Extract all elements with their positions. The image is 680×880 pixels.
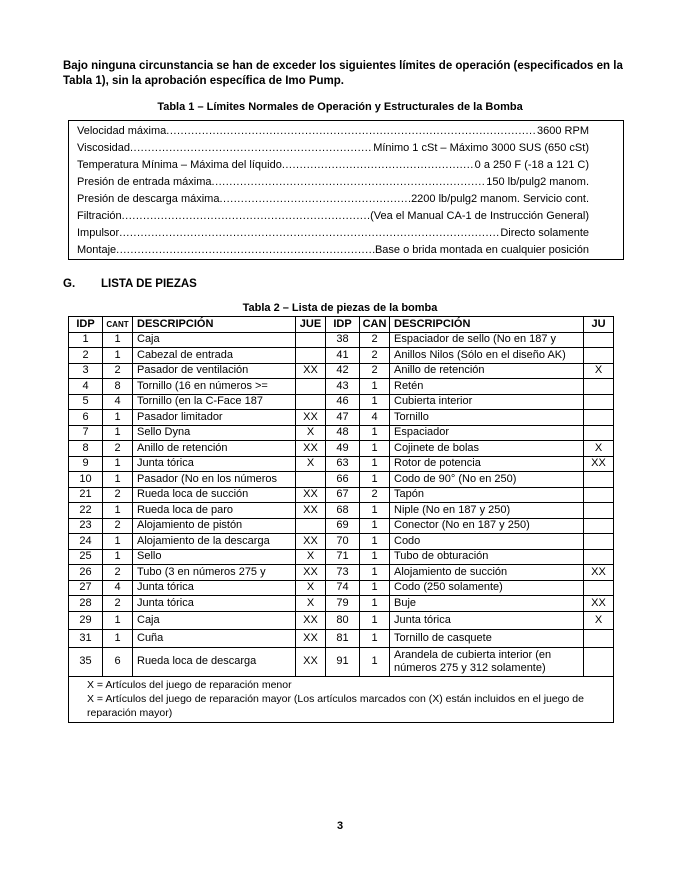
part-qty: 2 [103,565,133,581]
part-qty: 4 [103,580,133,596]
part-row [69,348,614,364]
part-row [69,518,614,534]
part-qty: 1 [360,629,390,647]
header-idp: IDP [69,317,103,333]
part-description: Retén [390,379,584,395]
part-qty: 1 [103,534,133,550]
part-kit [296,379,326,395]
part-description: Niple (No en 187 y 250) [390,503,584,519]
header-cant: CANT [103,317,133,333]
part-qty: 1 [360,534,390,550]
part-idp: 73 [326,565,360,581]
part-description: Rueda loca de descarga [133,647,296,676]
part-qty: 2 [360,348,390,364]
part-idp: 71 [326,549,360,565]
part-qty: 2 [103,596,133,612]
part-idp: 41 [326,348,360,364]
part-description: Caja [133,611,296,629]
part-kit [584,472,614,488]
part-description: Cubierta interior [390,394,584,410]
limit-row [77,241,589,259]
part-kit: XX [296,647,326,676]
part-qty: 6 [103,647,133,676]
part-description: Sello Dyna [133,425,296,441]
part-description: Junta tórica [133,580,296,596]
part-description: Pasador limitador [133,410,296,426]
part-kit: XX [296,565,326,581]
part-description: Caja [133,332,296,348]
part-description: Junta tórica [390,611,584,629]
part-idp: 46 [326,394,360,410]
part-description: Tornillo (en la C-Face 187 [133,394,296,410]
part-qty: 1 [360,596,390,612]
part-row [69,596,614,612]
part-description: Sello [133,549,296,565]
limit-value: Directo solamente [500,227,589,239]
part-description: Cuña [133,629,296,647]
part-description: Tornillo [390,410,584,426]
part-kit [584,549,614,565]
part-kit [584,487,614,503]
part-qty: 1 [360,503,390,519]
part-kit [584,348,614,364]
part-description: Tapón [390,487,584,503]
part-kit: X [296,456,326,472]
part-idp: 67 [326,487,360,503]
part-qty: 1 [360,549,390,565]
part-row [69,549,614,565]
part-qty: 2 [360,363,390,379]
part-row [69,580,614,596]
part-qty: 1 [103,503,133,519]
part-idp: 3 [69,363,103,379]
part-qty: 4 [103,394,133,410]
part-qty: 2 [103,487,133,503]
parts-notes-row [69,676,614,722]
note-minor-kit: X = Artículos del juego de reparación menor [87,678,292,691]
part-idp: 69 [326,518,360,534]
part-idp: 70 [326,534,360,550]
part-qty: 1 [360,611,390,629]
part-idp: 31 [69,629,103,647]
part-idp: 8 [69,441,103,457]
part-row [69,379,614,395]
part-kit [584,503,614,519]
part-description: Codo de 90° (No en 250) [390,472,584,488]
parts-notes [69,676,614,722]
part-qty: 1 [360,379,390,395]
part-idp: 22 [69,503,103,519]
part-row [69,456,614,472]
part-kit: XX [296,410,326,426]
part-kit [584,425,614,441]
part-idp: 42 [326,363,360,379]
part-row [69,472,614,488]
part-kit: X [296,596,326,612]
limits-table [68,120,624,260]
part-idp: 68 [326,503,360,519]
part-row [69,647,614,676]
part-qty: 1 [360,441,390,457]
part-description: Alojamiento de succión [390,565,584,581]
part-idp: 7 [69,425,103,441]
part-description: Espaciador de sello (No en 187 y [390,332,584,348]
part-row [69,332,614,348]
part-row [69,410,614,426]
part-description: Rueda loca de succión [133,487,296,503]
part-description: Tornillo (16 en números >= [133,379,296,395]
part-description: Junta tórica [133,456,296,472]
page-number: 3 [336,820,344,832]
part-kit: XX [296,611,326,629]
part-description: Tubo de obturación [390,549,584,565]
part-description: Pasador (No en los números [133,472,296,488]
part-kit [296,518,326,534]
part-kit [296,394,326,410]
part-idp: 2 [69,348,103,364]
limit-row [77,190,589,208]
part-description: Alojamiento de la descarga [133,534,296,550]
part-row [69,394,614,410]
part-kit [584,332,614,348]
part-qty: 1 [103,549,133,565]
part-description: Codo (250 solamente) [390,580,584,596]
part-idp: 79 [326,596,360,612]
part-qty: 2 [103,363,133,379]
part-idp: 38 [326,332,360,348]
part-idp: 28 [69,596,103,612]
part-qty: 2 [360,487,390,503]
part-idp: 48 [326,425,360,441]
part-description: Rotor de potencia [390,456,584,472]
part-description: Buje [390,596,584,612]
part-description: Tornillo de casquete [390,629,584,647]
limit-label: Montaje [77,244,117,256]
part-idp: 63 [326,456,360,472]
part-qty: 1 [103,332,133,348]
part-kit [584,379,614,395]
header-idp: IDP [326,317,360,333]
part-kit: XX [296,629,326,647]
part-idp: 9 [69,456,103,472]
part-qty: 1 [360,456,390,472]
part-kit [584,394,614,410]
part-description: Junta tórica [133,596,296,612]
part-row [69,565,614,581]
part-row [69,534,614,550]
table1-title: Tabla 1 – Límites Normales de Operación y Estructurales de la Bomba [157,101,523,113]
limit-row [77,207,589,225]
part-description: Espaciador [390,425,584,441]
limit-label: Filtración [77,210,122,222]
part-kit: XX [584,565,614,581]
part-kit [296,348,326,364]
part-qty: 1 [103,472,133,488]
part-qty: 1 [103,348,133,364]
part-description: Pasador de ventilación [133,363,296,379]
part-idp: 26 [69,565,103,581]
part-description: Anillos Nilos (Sólo en el diseño AK) [390,348,584,364]
part-idp: 4 [69,379,103,395]
part-idp: 91 [326,647,360,676]
header-cant: CAN [360,317,390,333]
part-kit [584,410,614,426]
part-kit: XX [296,503,326,519]
part-row [69,629,614,647]
part-description: Arandela de cubierta interior (en números 275 y 312 solamente) [390,647,584,676]
part-idp: 10 [69,472,103,488]
part-kit: XX [296,363,326,379]
part-qty: 2 [360,332,390,348]
limit-row [77,122,589,140]
parts-header-row [69,317,614,333]
limit-value: Base o brida montada en cualquier posición [374,244,589,256]
part-kit: XX [584,456,614,472]
section-title: LISTA DE PIEZAS [101,278,197,290]
part-kit: X [584,611,614,629]
part-idp: 23 [69,518,103,534]
part-qty: 1 [360,565,390,581]
part-row [69,487,614,503]
table2-title: Tabla 2 – Lista de piezas de la bomba [242,302,438,314]
part-qty: 1 [103,456,133,472]
header-description: DESCRIPCIÓN [133,317,296,333]
limit-value: Mínimo 1 cSt – Máximo 3000 SUS (650 cSt) [373,142,589,154]
limit-row [77,173,589,191]
part-idp: 27 [69,580,103,596]
part-description: Cojinete de bolas [390,441,584,457]
part-description: Codo [390,534,584,550]
part-kit: X [296,549,326,565]
limit-label: Presión de descarga máxima [77,193,220,205]
part-kit: X [584,441,614,457]
part-idp: 25 [69,549,103,565]
limit-row [77,139,589,157]
part-description: Rueda loca de paro [133,503,296,519]
limit-label: Velocidad máxima [77,125,167,137]
part-qty: 1 [360,425,390,441]
part-idp: 24 [69,534,103,550]
limit-label: Temperatura Mínima – Máxima del líquido [77,159,282,171]
part-description: Tubo (3 en números 275 y [133,565,296,581]
part-idp: 35 [69,647,103,676]
part-kit: X [584,363,614,379]
part-kit [584,647,614,676]
part-description: Anillo de retención [133,441,296,457]
part-kit: XX [296,534,326,550]
part-idp: 1 [69,332,103,348]
parts-table [68,316,614,723]
part-qty: 1 [103,629,133,647]
intro-paragraph: Bajo ninguna circunstancia se han de exceder los siguientes límites de operación (especificados en la Tabla 1), sin la aprobación específica de Imo Pump. [63,60,623,87]
part-idp: 21 [69,487,103,503]
part-qty: 1 [360,647,390,676]
limit-value: (Vea el Manual CA-1 de Instrucción General) [370,210,589,222]
part-idp: 80 [326,611,360,629]
limit-row [77,156,589,174]
part-idp: 49 [326,441,360,457]
part-row [69,441,614,457]
limit-value: 2200 lb/pulg2 manom. Servicio cont. [411,193,589,205]
part-kit [584,534,614,550]
part-kit: X [296,580,326,596]
limit-value: 150 lb/pulg2 manom. [486,176,589,188]
part-kit [584,518,614,534]
part-kit [584,629,614,647]
part-idp: 29 [69,611,103,629]
note-major-kit: X = Artículos del juego de reparación mayor (Los artículos marcados con (X) están incluidos en el juego de reparación mayor) [87,692,584,719]
limit-value: 3600 RPM [537,125,589,137]
limit-value: 0 a 250 F (-18 a 121 C) [474,159,589,171]
part-qty: 1 [103,611,133,629]
part-idp: 66 [326,472,360,488]
part-row [69,363,614,379]
part-qty: 1 [360,518,390,534]
part-idp: 47 [326,410,360,426]
limit-label: Impulsor [77,227,120,239]
part-qty: 1 [103,425,133,441]
part-row [69,503,614,519]
part-qty: 1 [103,410,133,426]
part-row [69,611,614,629]
header-kit: JUE [296,317,326,333]
section-letter: G. [63,278,76,290]
part-kit: X [296,425,326,441]
limit-label: Viscosidad [77,142,130,154]
part-kit [584,580,614,596]
part-description: Alojamiento de pistón [133,518,296,534]
part-row [69,425,614,441]
part-kit: XX [296,487,326,503]
part-qty: 2 [103,518,133,534]
part-description: Anillo de retención [390,363,584,379]
header-description: DESCRIPCIÓN [390,317,584,333]
part-description: Cabezal de entrada [133,348,296,364]
limit-label: Presión de entrada máxima [77,176,212,188]
header-kit: JU [584,317,614,333]
limit-row [77,224,589,242]
part-kit: XX [584,596,614,612]
part-qty: 8 [103,379,133,395]
part-qty: 1 [360,472,390,488]
part-idp: 5 [69,394,103,410]
part-idp: 43 [326,379,360,395]
part-description: Conector (No en 187 y 250) [390,518,584,534]
part-idp: 74 [326,580,360,596]
part-kit: XX [296,441,326,457]
part-qty: 4 [360,410,390,426]
part-kit [296,332,326,348]
part-qty: 2 [103,441,133,457]
part-kit [296,472,326,488]
part-qty: 1 [360,580,390,596]
part-qty: 1 [360,394,390,410]
part-idp: 81 [326,629,360,647]
part-idp: 6 [69,410,103,426]
